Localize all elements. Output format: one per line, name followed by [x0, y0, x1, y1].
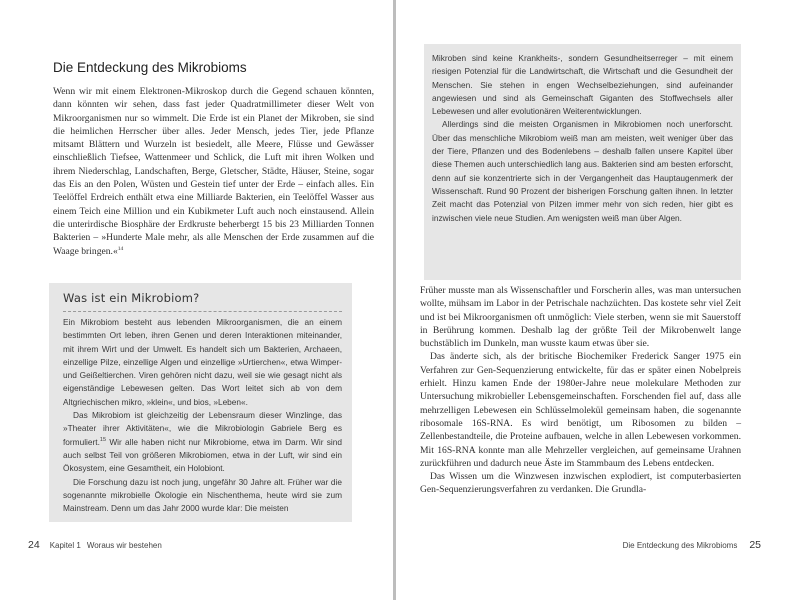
left-page: [0, 0, 393, 600]
info-box-continued: [424, 44, 741, 280]
intro-paragraph: [53, 85, 374, 258]
info-box-paragraph-3: Die Forschung dazu ist noch jung, ungefähr 30 Jahre alt. Früher war die sogenannte mikrobielle Ökologie ein Nischenthema, heute wird sie zum Mainstream. Denn um das Jahr 2000 wurde klar: Die meisten: [63, 476, 342, 514]
page-footer-right: [623, 539, 761, 551]
page-footer-left: [28, 539, 162, 551]
right-page: [396, 0, 789, 600]
info-box-microbiome: [49, 283, 352, 522]
running-title: Die Entdeckung des Mikrobioms: [622, 541, 738, 550]
info-box-title: Was ist ein Mikrobiom?: [63, 291, 342, 312]
body-paragraph-3: Das Wissen um die Winzwesen inzwischen explodiert, ist computerbasierten Gen-Sequenzierungsverfahren zu verdanken. Die Grundla-: [420, 471, 741, 496]
page-number: 25: [749, 539, 761, 551]
chapter-title: Woraus wir bestehen: [86, 541, 162, 550]
chapter-label: Kapitel 1: [49, 541, 81, 550]
page-number: 24: [28, 539, 40, 551]
info-box-paragraph-2: Das Mikrobiom ist gleichzeitig der Lebensraum dieser Winzlinge, das »Theater ihrer Aktivitäten«, wie die Mikrobiologin Gabriele Berg es formuliert.$^{15}$ Wir alle haben nicht nur Mikrobiome, etwa im Darm. Wir sind auch selbst Teil von größeren Mikrobiomen, etwa in der Luft, wir sind ein Ökosystem, eine Gesamtheit, ein Holobiont.: [63, 410, 342, 474]
info-box-continued-paragraph-1: Mikroben sind keine Krankheits-, sondern Gesundheitserreger – mit einem riesigen Potenzial für die Landwirtschaft, die Wirtschaft und die Gesundheit der Menschen. Sie stehen in engen Wechselbeziehungen, sind aufeinander angewiesen und sind als Gemeinschaft Giganten des Stoffwechsels aller Lebewesen und aller evolutionären Weiterentwicklungen.: [432, 53, 733, 117]
intro-text: Wenn wir mit einem Elektronen-Mikroskop durch die Gegend schauen könnten, dann könnten wir sehen, dass fast jeder Quadratmillimeter dieser Welt von Mikroorganismen nur so wimmelt. Die Erde ist ein Planet der Mikroben, sie sind die heimlichen Herrscher über alles. Jeder Mensch, jedes Tier, jede Pflanze mitsamt Blättern und Wurzeln ist besiedelt, alle Meere, Flüsse und Gewässer einschließlich Tiefsee, Wattenmeer und Schlick, die Luft mit ihren Wolken und ihrem Niederschlag, Landschaften, Berge, Gletscher, Städte, Häuser, Steine, sogar das Eis an den Polen, Wüsten und Gestein tief unter der Erde – einfach alles. Ein Teelöffel Erdreich enthält etwa eine Milliarde Bakterien, ein Teelöffel Wasser aus einem Teich eine Million und ein Kubikmeter Luft auch noch einstausend. Allein die unterirdische Biosphäre der Erdkruste beherbergt 15 bis 23 Milliarden Tonnen Bakterien – »Hunderte Male mehr, als alle Menschen der Erde zusammen auf die Waage bringen.«: [53, 86, 374, 257]
section-heading: Die Entdeckung des Mikrobioms: [53, 60, 247, 75]
body-paragraph-2: Das änderte sich, als der britische Biochemiker Frederick Sanger 1975 ein Verfahren zur Gen-Sequenzierung entwickelte, für das er später einen Nobelpreis erhielt. Hinzu kamen Ende der 1980er-Jahre neue molekulare Methoden zur Untersuchung mikrobieller Lebensgemeinschaften. Forschenden fiel auf, dass alle mehrzelligen Lebewesen ein Schlüsselmolekül gemeinsam haben, die sogenannte ribosomale 16S-RNA. Es wird benötigt, um Ribosomen zu bilden – Zellenbestandteile, die Proteine aufbauen, welche in allen Lebewesen vorkommen. Mit 16S-RNA konnte man alle Mehrzeller vergleichen, auf gemeinsame Urahnen zurückführen und dadurch neue Äste im Stammbaum des Lebens entdecken.: [420, 351, 741, 469]
info-box-continued-paragraph-2: Allerdings sind die meisten Organismen in Mikrobiomen noch unerforscht. Über das menschliche Mikrobiom weiß man am meisten, weit weniger über das der Tiere, Pflanzen und des Bodenlebens – deshalb fallen unsere Kapitel über diese Themen auch unterschiedlich lang aus. Bakterien sind am besten erforscht, denn auf sie konzentrierte sich in der Vergangenheit das Hauptaugenmerk der Wissenschaft. Rund 90 Prozent der bisherigen Forschung galten ihnen. In letzter Zeit macht das Potenzial von Pilzen immer mehr von sich reden, hier gibt es inzwischen viele neue Studien. Am wenigsten weiß man über Algen.: [432, 119, 733, 223]
body-paragraph-1: Früher musste man als Wissenschaftler und Forscherin alles, was man untersuchen wollte, mühsam im Labor in der Petrischale nachzüchten. Das kostete sehr viel Zeit und ist bei Mikroorganismen oft unmöglich: Viele sterben, wenn sie mit Sauerstoff in Berührung kommen. Deshalb lag der größte Teil der Mikrobenwelt lange buchstäblich im Dunkeln, man wusste kaum etwas über sie.: [420, 285, 741, 350]
footnote-marker: 15: [99, 436, 107, 443]
footnote-marker: 14: [117, 245, 124, 252]
body-text-right: [420, 284, 741, 497]
info-box-paragraph-1: Ein Mikrobiom besteht aus lebenden Mikroorganismen, die an einem bestimmten Ort leben, ihren Genen und deren Interaktionen miteinander, mit ihrem Wirt und der Umwelt. Es handelt sich um Bakterien, Archaeen, einzellige Pilze, einzellige Algen und einzellige »Urtierchen«, etwa Wimper- und Geißeltierchen. Viren gehören nicht dazu, weil sie wie gesagt nicht als eigenständige Lebewesen gelten. Das Wort leitet sich ab von dem Altgriechischen mikro, »klein«, und bios, »Leben«.: [63, 317, 342, 407]
